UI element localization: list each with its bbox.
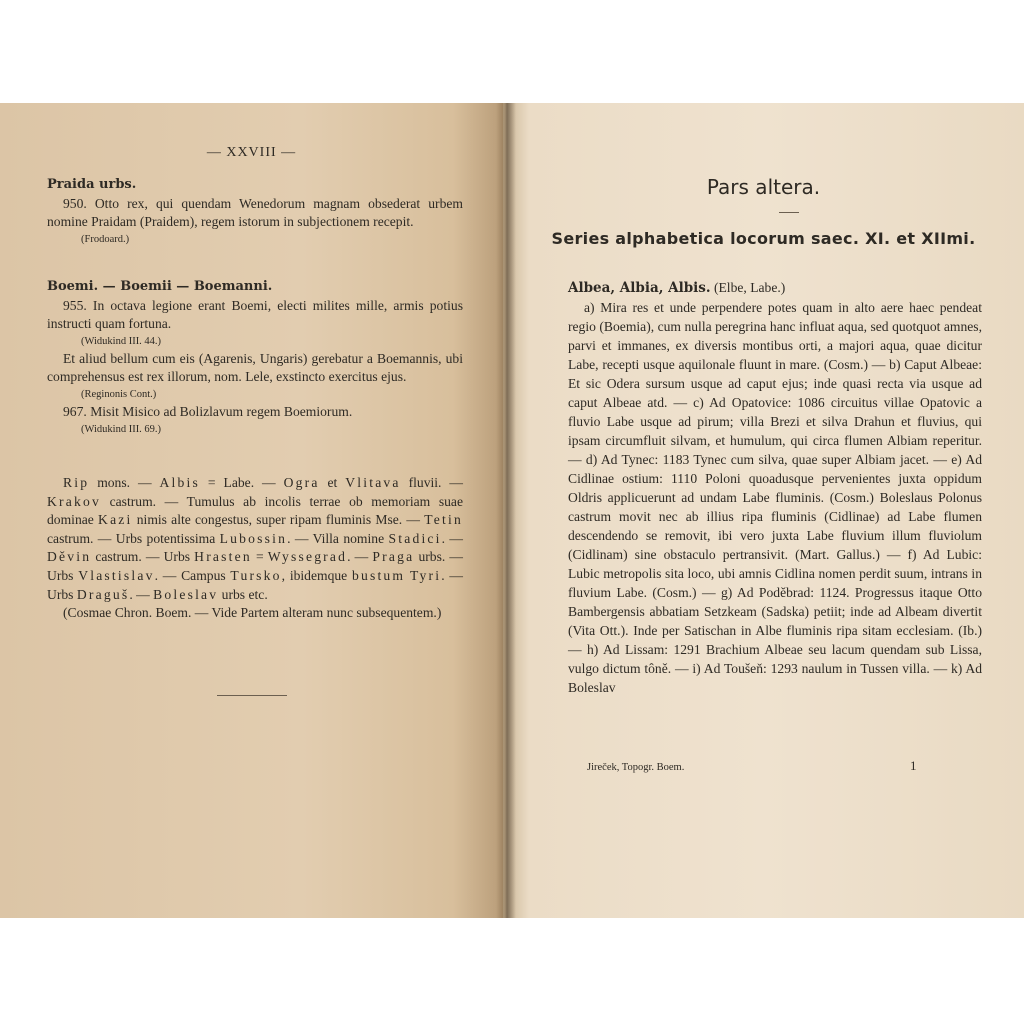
gutter-shadow [496,103,516,918]
end-rule [217,695,287,696]
text-run: . — [441,530,464,546]
section-boemi [47,278,463,438]
text-run: , ibidemque [281,567,352,583]
entry-gloss: (Elbe, Labe.) [710,280,786,295]
text-run: fluvii. — [400,475,463,490]
text-run: et [319,475,346,490]
place-name: Ogra [283,475,320,490]
place-name: Tursko [230,567,282,583]
entry-albea [568,278,982,697]
place-name: Kazi [98,512,133,528]
place-name: Hrasten [194,549,252,565]
place-name: Krakov [47,493,101,509]
series-title: Series alphabetica locorum saec. XI. et XIImi. [551,229,976,248]
text-run: nimis alte congestus, super ripam fluminis Mse. — [132,512,425,528]
text-run: . — Villa nomine [287,530,389,546]
source-citation: (Widukind III. 44.) [81,335,162,347]
text-run: . — Urbs [47,567,463,602]
paragraph: Et aliud bellum cum eis (Agarenis, Ungaris) gerebatur a Boemannis, ubi comprehensus est rex illorum, nom. Lele, exstincto exercitus ejus. [47,350,463,385]
text-run: . — [129,586,154,602]
entry-heading: Albea, Albia, Albis. [568,280,711,296]
title-rule [779,212,799,213]
section-praida [47,176,463,248]
source-citation: (Frodoard.) [81,233,130,245]
paragraph: 967. Misit Misico ad Bolizlavum regem Boemiorum. [63,403,353,419]
place-name: Praga [372,549,415,565]
paragraph: 950. Otto rex, qui quendam Wenedorum magnam obsederat urbem nomine Praidam (Praidem), regem istorum in subjectionem recepit. [47,195,463,230]
place-name: Boleslav [153,586,219,602]
places-paragraph [47,474,463,604]
closing-note: (Cosmae Chron. Boem. — Vide Partem alteram nunc subsequentem.) [63,605,442,621]
place-name: Albis [159,475,200,490]
entry-body: a) Mira res et unde perpendere potes quam in alto aere haec pendeat regio (Boemia), cum nulla peregrina hanc influat aqua, sed quotquot amnes, parvi et immanes, ex diversis montibus orti, a majori aqua, quae dicitur Labe, recepti usque aquilonale fluunt in mare. (Cosm.) — b) Caput Albeae: Et sic Odera sursum usque ad caput ejus; inde quasi recta via usque ad caput Albeae atd. — c) Ad Opatovice: 1086 circuitus villae Opatovic a fluvio Labe usque ad pirum; villa Brezi et silva Drahun et fluvius, qui ipsam circumfluit silvam, et humulum, qui circa flumen Albiam reperitur. — d) Ad Tynec: 1183 Tynec cum silva, quae super Albiam jacet. — e) Ad Cidlinae ostium: 1110 Poloni quoadusque pervenientes juxta oppidum Oldris applicuerunt ad undam Labe fluminis. (Cosm.) Boleslaus Polonus castrum movit nec ab illius ripa fluminis (Cidlinae) ad Labe flumen descendendo se removit, ibi vero juxta Labe fluvium illum fluviolum (Cidlinam) sine obstaculo pertransivit. (Mart. Gallus.) — f) Ad Lubic: Lubic metropolis sita loco, ubi amnis Cidlina nomen perdit suum, intrans in fluvium Labe. (Cosm.) — g) Ad Poděbrad: 1124. Progressus itaque Otto Bambergensis abbatiam Setzkeam (Sadska) petiit; inde ad Albeam divertit (Vita Ott.). Inde per Satischan in Albe fluminis ripa sitam ecclesiam. (Ib.) — h) Ad Lissam: 1291 Brachium Albeae seu lacum quendam sub Lissa, vulgo dictum tôně. — i) Ad Toušeň: 1293 naulum in Tussen villa. — k) Ad Boleslav [568,300,982,695]
place-name: Tyri [409,567,442,583]
left-page [0,103,503,918]
folio-number: 1 [910,758,917,773]
place-name: Rip [63,475,90,490]
place-name: Lubossin [219,530,288,546]
text-run: castrum. — Tumulus ab incolis terrae ob memoriam suae dominae [47,493,463,528]
part-title: Pars altera. [706,175,821,199]
text-run: . — Campus [154,567,231,583]
text-run: mons. — [89,475,160,490]
section-heading: Boemi. — Boemii — Boemanni. [47,279,273,294]
section-heading: Praida urbs. [47,177,137,192]
text-run: = [251,549,268,565]
source-citation: (Widukind III. 69.) [81,423,162,435]
text-run: urbs etc. [218,586,268,602]
place-name: Stadici [388,530,442,546]
text-run: urbs. — Urbs [47,549,463,583]
place-name: Vlitava [345,475,401,490]
paragraph: 955. In octava legione erant Boemi, electi milites mille, armis potius instructi quam fortuna. [47,297,463,332]
place-name: Wyssegrad [267,549,348,565]
text-run: castrum. — Urbs potentissima [47,530,220,546]
page-number: — XXVIII — [206,145,297,160]
place-name: Draguš [76,586,130,602]
section-places [47,474,463,623]
place-name: Děvin [47,549,92,565]
place-name: Vlastislav [78,567,155,583]
footer-signature: Jireček, Topogr. Boem. [587,762,685,773]
text-run: castrum. — Urbs [91,549,195,565]
text-run: . — [347,549,373,565]
place-name: bustum [351,567,406,583]
text-run: = Labe. — [199,475,284,490]
entry-head-line [568,278,982,298]
source-citation: (Reginonis Cont.) [81,388,157,400]
place-name: Tetin [424,512,463,528]
